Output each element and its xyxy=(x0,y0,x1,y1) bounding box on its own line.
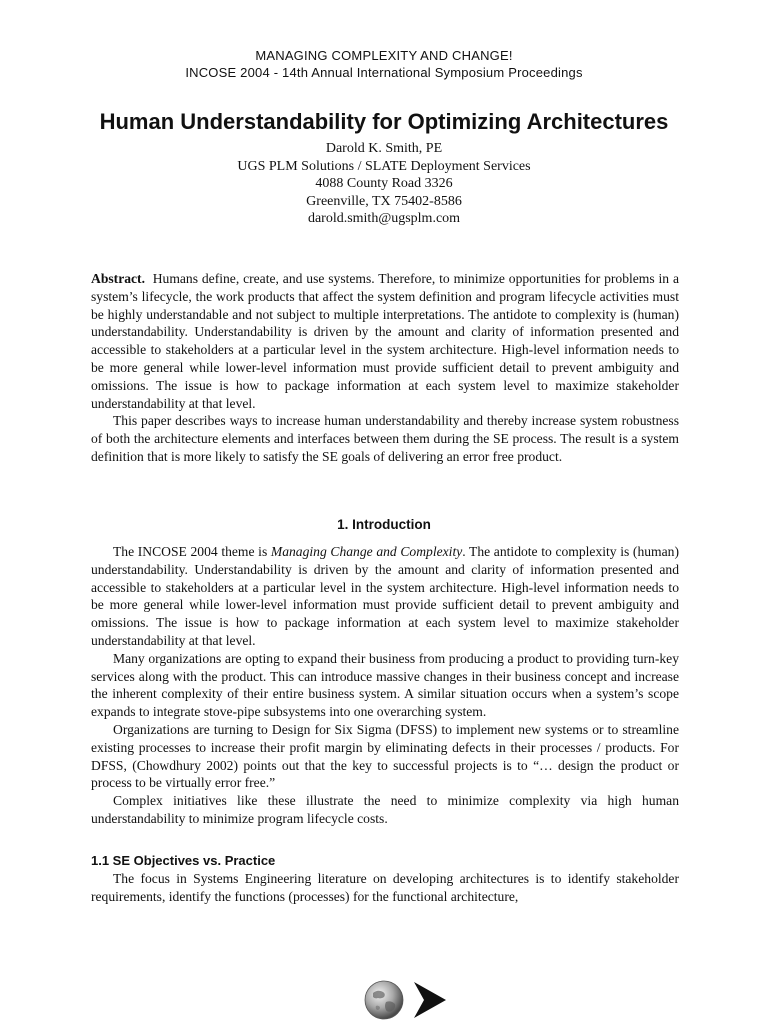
intro-p1-theme: Managing Change and Complexity xyxy=(270,544,463,559)
author-name: Darold K. Smith, PE xyxy=(325,141,443,156)
author-block xyxy=(0,140,768,228)
subsection-paragraph-1: The focus in Systems Engineering literature on developing architectures is to identify stakeholder requirements, identify the functions (processes) for the functional architecture, xyxy=(91,871,679,904)
abstract-text-1: Humans define, create, and use systems. Therefore, to minimize opportunities for problems in a system’s lifecycle, the work products that affect the system definition and program lifecycle activities must be highly understandable and not subject to multiple interpretations. The antidote to complexity is (human) understandability. Understandability is driven by the amount and clarity of information presented and accessible to stakeholders at a particular level in the system architecture. High-level information needs to be more general while lower-level information must provide sufficient detail to prevent ambiguity and omissions. The issue is how to package information at each system level to maximize stakeholder understandability at that level. xyxy=(91,271,679,411)
running-header-line-2: INCOSE 2004 - 14th Annual International Symposium Proceedings xyxy=(185,65,583,80)
introduction-section xyxy=(91,543,679,828)
abstract-paragraph-1 xyxy=(91,270,679,412)
globe-icon[interactable] xyxy=(364,980,404,1020)
intro-p1-text-a: The INCOSE 2004 theme is xyxy=(113,544,271,559)
section-heading-introduction: 1. Introduction xyxy=(337,517,431,532)
abstract-paragraph-2: This paper describes ways to increase human understandability and thereby increase system robustness of both the architecture elements and interfaces between them during the SE process. The result is a system definition that is more likely to satisfy the SE goals of delivering an error free product. xyxy=(91,413,679,464)
paper-title: Human Understandability for Optimizing Architectures xyxy=(99,109,669,134)
author-address-line-1: 4088 County Road 3326 xyxy=(315,176,453,191)
subsection-se-objectives xyxy=(91,870,679,906)
abstract-label: Abstract. xyxy=(91,271,145,286)
subsection-heading-se-objectives: 1.1 SE Objectives vs. Practice xyxy=(91,853,276,868)
author-address-line-2: Greenville, TX 75402-8586 xyxy=(306,193,462,209)
running-header-line-1: MANAGING COMPLEXITY AND CHANGE! xyxy=(255,48,513,63)
footer-navigation xyxy=(362,978,452,1022)
intro-p1-text-b: . The antidote to complexity is (human) understandability. Understandability is driven by the amount and clarity of information presented and accessible to stakeholders at a particular level in the system architecture. High-level information needs to be more general while lower-level information must provide sufficient detail to prevent ambiguity and omissions. The issue is how to package information at each system level to maximize stakeholder understandability at that level. xyxy=(91,544,679,648)
intro-paragraph-2: Many organizations are opting to expand their business from producing a product to providing turn-key services along with the product. This can introduce massive changes in their business concept and increase the inherent complexity of their entire business system. A similar situation occurs when a system’s scope expands to integrate stove-pipe subsystems into one overarching system. xyxy=(91,650,679,720)
next-arrow-icon[interactable] xyxy=(410,978,450,1022)
intro-paragraph-4: Complex initiatives like these illustrate the need to minimize complexity via high human understandability to minimize program lifecycle costs. xyxy=(91,793,679,826)
author-email: darold.smith@ugsplm.com xyxy=(307,211,461,226)
intro-paragraph-1 xyxy=(91,543,679,650)
abstract-section xyxy=(91,270,679,466)
author-organization: UGS PLM Solutions / SLATE Deployment Services xyxy=(237,158,531,174)
intro-paragraph-3: Organizations are turning to Design for Six Sigma (DFSS) to implement new systems or to streamline existing processes to increase their profit margin by eliminating defects in their processes / products. For DFSS, (Chowdhury 2002) points out that the key to successful projects is to “… design the product or process to be virtually error free.” xyxy=(91,721,679,791)
